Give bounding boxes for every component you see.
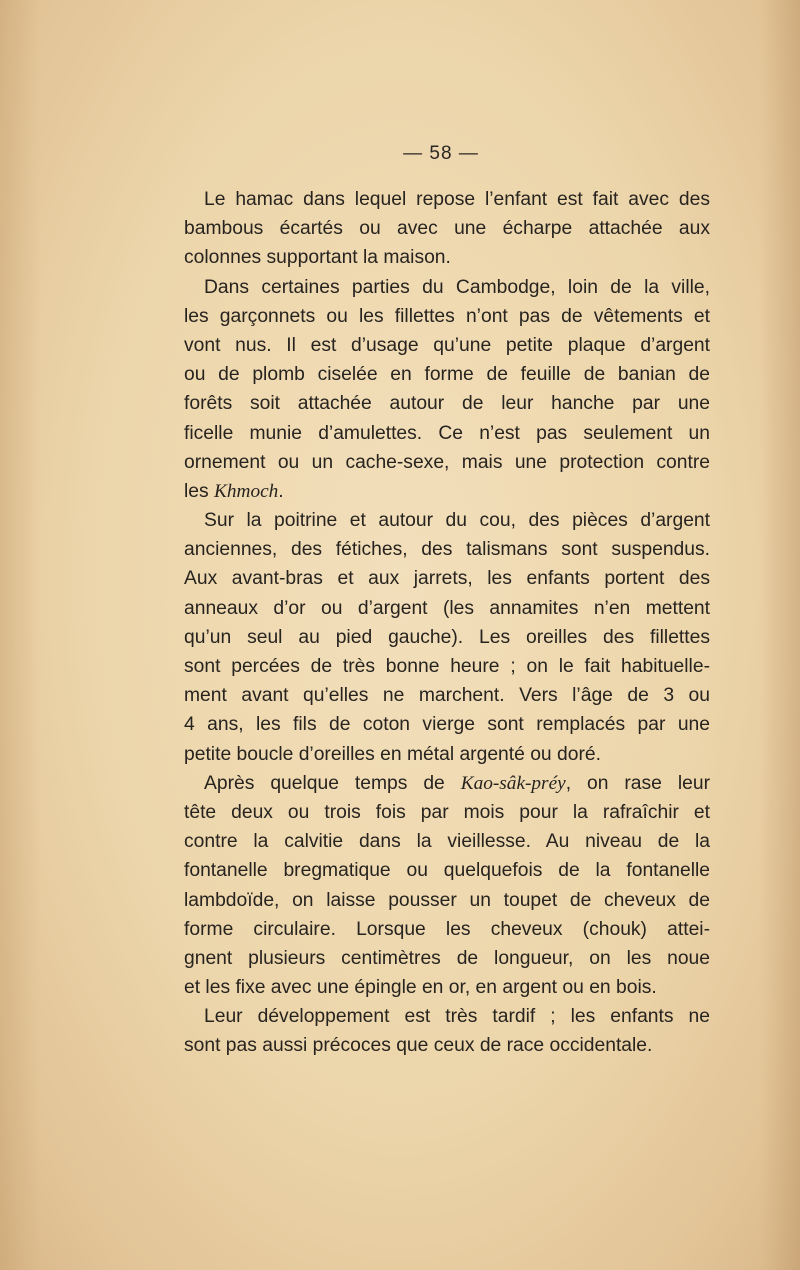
text-line: ment avant qu’elles ne marchent. Vers l’âge de 3 ou <box>184 685 710 707</box>
text-line: ornement ou un cache-sexe, mais une protection contre <box>184 451 710 473</box>
text-fragment: . <box>278 480 284 502</box>
text-line <box>184 477 710 506</box>
text-line: colonnes supportant la maison. <box>184 247 451 269</box>
text-line: petite boucle d’oreilles en métal argenté ou doré. <box>184 743 601 765</box>
text-line: forme circulaire. Lorsque les cheveux (chouk) attei- <box>184 918 710 940</box>
italic-term: Kao-sâk-préy <box>460 772 566 794</box>
text-line: 4 ans, les fils de coton vierge sont remplacés par une <box>184 714 710 736</box>
text-line: sont percées de très bonne heure ; on le fait habituelle- <box>184 656 710 677</box>
text-line: Leur développement est très tardif ; les enfants ne <box>204 1006 710 1028</box>
text-line: fontanelle bregmatique ou quelquefois de la fontanelle <box>184 860 710 882</box>
italic-term: Khmoch <box>214 480 279 502</box>
text-line: anneaux d’or ou d’argent (les annamites n’en mettent <box>184 597 710 619</box>
text-line: sont pas aussi précoces que ceux de race occidentale. <box>184 1035 653 1057</box>
page-number: — 58 — <box>403 143 479 164</box>
text-line: Sur la poitrine et autour du cou, des pièces d’argent <box>204 510 710 532</box>
text-line: anciennes, des fétiches, des talismans sont suspendus. <box>184 539 710 561</box>
text-line: Le hamac dans lequel repose l’enfant est fait avec des <box>204 189 710 210</box>
text-line: et les fixe avec une épingle en or, en argent ou en bois. <box>184 977 657 999</box>
body-text <box>184 185 710 1061</box>
text-line: vont nus. Il est d’usage qu’une petite plaque d’argent <box>184 334 710 356</box>
text-fragment: Après quelque temps de <box>204 772 461 794</box>
text-line: contre la calvitie dans la vieillesse. Au niveau de la <box>184 831 710 853</box>
text-line: qu’un seul au pied gauche). Les oreilles des fillettes <box>184 626 710 648</box>
page-edge-shadow-right <box>760 0 800 1270</box>
text-fragment: , on rase leur <box>565 772 710 794</box>
text-line: gnent plusieurs centimètres de longueur, on les noue <box>184 947 710 969</box>
text-fragment: les <box>184 480 215 502</box>
text-line: bambous écartés ou avec une écharpe attachée aux <box>184 218 710 240</box>
text-line: lambdoïde, on laisse pousser un toupet de cheveux de <box>184 889 710 911</box>
text-line: Dans certaines parties du Cambodge, loin de la ville, <box>204 276 710 298</box>
text-line: forêts soit attachée autour de leur hanche par une <box>184 393 710 415</box>
text-line: tête deux ou trois fois par mois pour la rafraîchir et <box>184 801 710 823</box>
text-line: ou de plomb ciselée en forme de feuille de banian de <box>184 364 710 386</box>
text-line: ficelle munie d’amulettes. Ce n’est pas seulement un <box>184 422 710 444</box>
page-edge-shadow-left <box>0 0 40 1270</box>
text-line: Aux avant-bras et aux jarrets, les enfants portent des <box>184 568 710 590</box>
text-line: les garçonnets ou les fillettes n’ont pas de vêtements et <box>184 305 710 327</box>
text-line <box>184 769 710 798</box>
